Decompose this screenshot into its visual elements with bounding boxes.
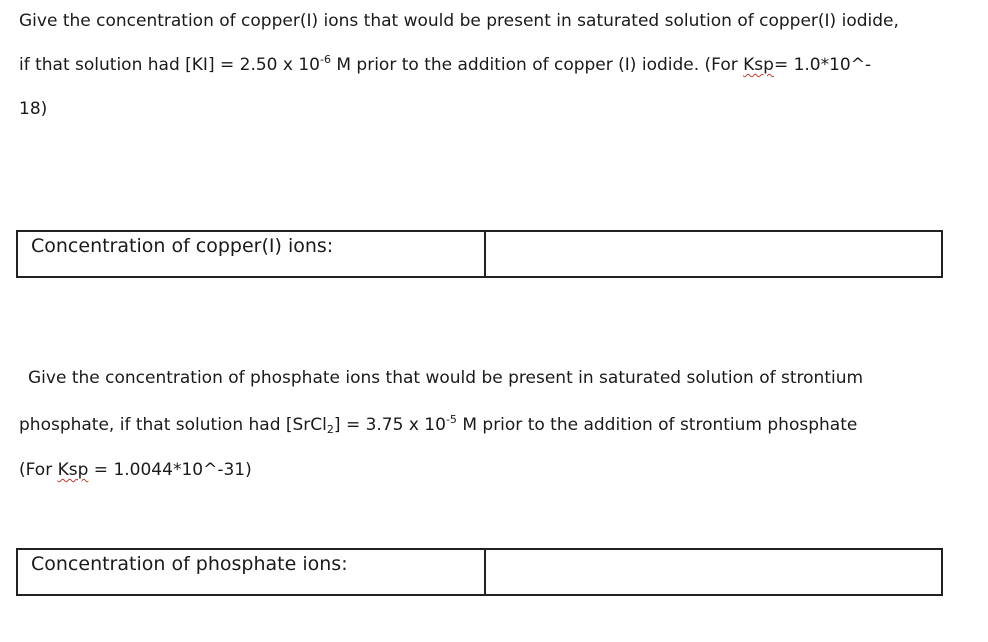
q1-answer-input[interactable] — [486, 232, 941, 276]
q1-exponent: -6 — [319, 53, 331, 66]
q2-exponent: -5 — [445, 413, 457, 426]
q2-answer-input[interactable] — [486, 550, 941, 594]
q2-line3-pre: (For — [19, 460, 58, 480]
q1-text-line-1 — [19, 10, 899, 32]
q2-text-line-2 — [19, 414, 857, 438]
q1-text-line-3 — [19, 98, 47, 120]
q1-answer-table — [16, 230, 943, 278]
q1-answer-label: Concentration of copper(I) ions: — [18, 232, 486, 276]
q1-line1: Give the concentration of copper(I) ions that would be present in saturated solution of copper(I) iodide, — [19, 11, 899, 31]
q2-line3-post: = 1.0044*10^-31) — [88, 460, 252, 480]
q1-text-line-2 — [19, 54, 871, 78]
q1-ksp-term: Ksp — [743, 55, 774, 75]
q2-answer-cell — [486, 550, 941, 594]
q2-ksp-term: Ksp — [57, 460, 89, 480]
q2-line2-pre: phosphate, if that solution had [SrCl — [19, 415, 327, 435]
q2-answer-label: Concentration of phosphate ions: — [18, 550, 486, 594]
q2-text-line-1 — [28, 367, 863, 389]
q1-line3: 18) — [19, 99, 48, 119]
q2-line2-post: M prior to the addition of strontium phosphate — [456, 415, 858, 435]
q1-line2-mid: M prior to the addition of copper (I) iodide. (For — [330, 55, 744, 75]
q2-answer-table — [16, 548, 943, 596]
q1-line2-post: = 1.0*10^- — [773, 55, 872, 75]
q2-line2-mid: ] = 3.75 x 10 — [333, 415, 446, 435]
q2-line1: Give the concentration of phosphate ions that would be present in saturated solution of strontium — [28, 368, 864, 388]
q1-answer-cell — [486, 232, 941, 276]
q2-text-line-3 — [19, 459, 252, 481]
q2-subscript: 2 — [326, 423, 334, 436]
q1-line2-pre: if that solution had [KI] = 2.50 x 10 — [19, 55, 320, 75]
